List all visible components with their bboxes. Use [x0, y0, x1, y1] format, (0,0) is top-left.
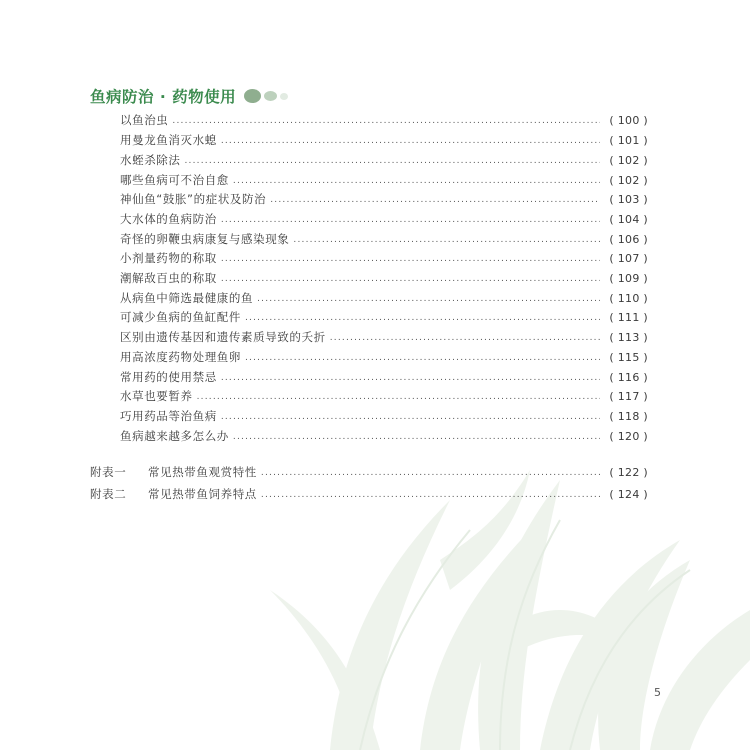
dot-large	[244, 89, 261, 103]
toc-entry-label: 哪些鱼病可不治自愈	[120, 173, 229, 187]
appendix-prefix: 附表一	[90, 465, 127, 479]
dot-leader	[221, 408, 600, 426]
dot-leader	[270, 191, 600, 209]
dot-leader	[293, 231, 600, 249]
toc-entry-label: 奇怪的卵鞭虫病康复与感染现象	[120, 232, 290, 246]
toc-entry-label: 可减少鱼病的鱼缸配件	[120, 310, 241, 324]
dot-leader	[261, 464, 600, 482]
toc-entry-label: 用曼龙鱼消灭水螅	[120, 133, 217, 147]
dot-leader	[221, 369, 600, 387]
toc-entry[interactable]	[120, 269, 648, 287]
dot-leader	[245, 309, 600, 327]
toc-entry-label: 以鱼治虫	[120, 113, 169, 127]
dot-medium	[264, 91, 277, 101]
toc-entry-page: ( 115 )	[609, 350, 648, 364]
toc-entry-page: ( 103 )	[609, 192, 648, 206]
toc-entry-page: ( 120 )	[609, 429, 648, 443]
toc-entry-label: 潮解敌百虫的称取	[120, 271, 217, 285]
toc-entry[interactable]	[120, 348, 648, 366]
toc-entry[interactable]	[120, 308, 648, 326]
decorative-dots-icon	[244, 89, 291, 103]
appendix-page: ( 122 )	[609, 465, 648, 479]
toc-entry[interactable]	[120, 407, 648, 425]
toc-entry-label: 小剂量药物的称取	[120, 251, 217, 265]
dot-leader	[257, 290, 600, 308]
toc-entry-page: ( 106 )	[609, 232, 648, 246]
appendix-page: ( 124 )	[609, 487, 648, 501]
toc-entry[interactable]	[120, 387, 648, 405]
toc-entry-page: ( 102 )	[609, 173, 648, 187]
toc-entry[interactable]	[120, 190, 648, 208]
toc-entry-page: ( 101 )	[609, 133, 648, 147]
dot-leader	[261, 486, 600, 504]
toc-entry-page: ( 113 )	[609, 330, 648, 344]
toc-entry[interactable]	[120, 111, 648, 129]
toc-entry-page: ( 102 )	[609, 153, 648, 167]
dot-leader	[330, 329, 600, 347]
toc-entry[interactable]	[120, 151, 648, 169]
dot-leader	[221, 211, 600, 229]
toc-entry-page: ( 111 )	[609, 310, 648, 324]
section-header	[90, 85, 291, 107]
page-number: 5	[654, 686, 661, 699]
toc-entry-label: 区别由遗传基因和遗传素质导致的夭折	[120, 330, 326, 344]
toc-entry-label: 用高浓度药物处理鱼卵	[120, 350, 241, 364]
toc-entry[interactable]	[120, 328, 648, 346]
toc-entry-page: ( 100 )	[609, 113, 648, 127]
toc-entry[interactable]	[120, 368, 648, 386]
dot-leader	[233, 428, 600, 446]
appendix-entry[interactable]	[90, 485, 648, 503]
toc-entry-label: 水蛭杀除法	[120, 153, 181, 167]
toc-entry[interactable]	[120, 171, 648, 189]
toc-entry-label: 水草也要暂养	[120, 389, 193, 403]
toc-entry-page: ( 109 )	[609, 271, 648, 285]
toc-entry-page: ( 116 )	[609, 370, 648, 384]
dot-leader	[245, 349, 600, 367]
dot-leader	[172, 112, 600, 130]
toc-entry[interactable]	[120, 131, 648, 149]
dot-leader	[221, 270, 600, 288]
dot-small	[280, 93, 288, 100]
toc-entry-label: 大水体的鱼病防治	[120, 212, 217, 226]
toc-entry-label: 常用药的使用禁忌	[120, 370, 217, 384]
dot-leader	[197, 388, 600, 406]
appendix-label: 常见热带鱼观赏特性	[148, 465, 257, 479]
appendix-label: 常见热带鱼饲养特点	[148, 487, 257, 501]
toc-entry[interactable]	[120, 289, 648, 307]
dot-leader	[221, 132, 600, 150]
toc-entry-page: ( 117 )	[609, 389, 648, 403]
toc-entry-label: 神仙鱼“鼓胀”的症状及防治	[120, 192, 267, 206]
appendix-entry[interactable]	[90, 463, 648, 481]
toc-entry-page: ( 118 )	[609, 409, 648, 423]
toc-entry-label: 巧用药品等治鱼病	[120, 409, 217, 423]
dot-leader	[185, 152, 601, 170]
toc-entry-label: 鱼病越来越多怎么办	[120, 429, 229, 443]
section-title: 鱼病防治 · 药物使用	[90, 88, 237, 106]
toc-entry-page: ( 110 )	[609, 291, 648, 305]
toc-entry[interactable]	[120, 210, 648, 228]
toc-entry[interactable]	[120, 230, 648, 248]
dot-leader	[233, 172, 600, 190]
appendix-prefix: 附表二	[90, 487, 127, 501]
toc-entry-page: ( 107 )	[609, 251, 648, 265]
toc-entry-page: ( 104 )	[609, 212, 648, 226]
toc-entry[interactable]	[120, 249, 648, 267]
dot-leader	[221, 250, 600, 268]
toc-entry[interactable]	[120, 427, 648, 445]
toc-entry-label: 从病鱼中筛选最健康的鱼	[120, 291, 254, 305]
